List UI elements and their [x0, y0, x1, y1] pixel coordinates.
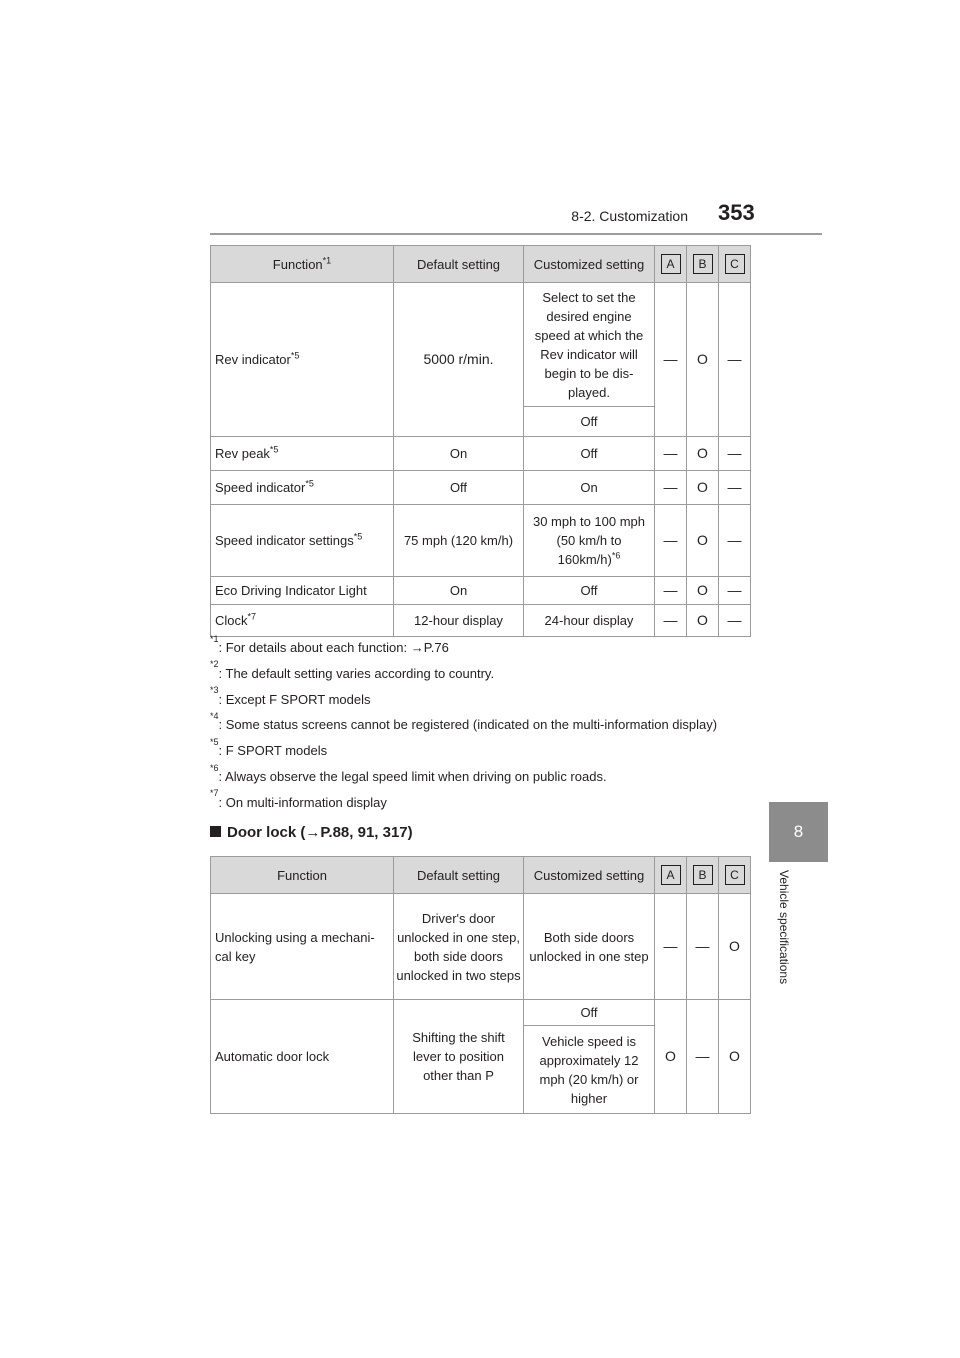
header-default: Default setting	[394, 857, 524, 894]
table-row	[211, 1000, 751, 1026]
square-bullet-icon	[210, 826, 221, 837]
customization-table-1	[210, 245, 751, 637]
table-header-row	[211, 857, 751, 894]
footnote: $^{*7}$: On multi-information display	[210, 788, 387, 810]
cell-default: 12-hour display	[394, 605, 524, 637]
letter-b-icon: B	[693, 254, 713, 274]
header-custom: Customized setting	[524, 857, 655, 894]
cell-default: Driver's door unlocked in one step, both side doors unlocked in two steps	[394, 894, 524, 1000]
letter-a-icon: A	[661, 254, 681, 274]
header-function: Function	[211, 857, 394, 894]
chapter-tab[interactable]	[769, 802, 828, 862]
door-lock-heading: Door lock (→P.88, 91, 317)	[210, 824, 413, 841]
cell-function: Rev peak$^{*5}$	[211, 437, 394, 471]
footnote: $^{*2}$: The default setting varies according to country.	[210, 659, 495, 681]
header-function: Function$^{*1}$	[211, 246, 394, 283]
header-custom: Customized setting	[524, 246, 655, 283]
footnote: $^{*5}$: F SPORT models	[210, 736, 328, 759]
table-row	[211, 894, 751, 1000]
cell-c: —	[719, 577, 751, 605]
cell-function: Automatic door lock	[211, 1000, 394, 1114]
cell-a: —	[655, 894, 687, 1000]
cell-a: —	[655, 437, 687, 471]
cell-b: O	[687, 437, 719, 471]
cell-a: —	[655, 283, 687, 437]
customization-table-2	[210, 856, 751, 1114]
cell-a: —	[655, 505, 687, 577]
cell-c: —	[719, 283, 751, 437]
cell-custom: On	[524, 471, 655, 505]
cell-b: O	[687, 505, 719, 577]
cell-custom: Both side doors unlocked in one step	[524, 894, 655, 1000]
cell-default: On	[394, 577, 524, 605]
header-b	[687, 857, 719, 894]
cell-custom: 24-hour display	[524, 605, 655, 637]
header-default: Default setting	[394, 246, 524, 283]
cell-a: —	[655, 577, 687, 605]
table-row	[211, 505, 751, 577]
chapter-side-label	[776, 870, 792, 1020]
cell-function: Rev indicator$^{*5}$	[211, 283, 394, 437]
cell-default: 75 mph (120 km/h)	[394, 505, 524, 577]
cell-custom: Off	[524, 1000, 655, 1026]
chapter-label: Vehicle specifications	[777, 870, 791, 985]
cell-custom: Off	[524, 577, 655, 605]
cell-b: O	[687, 283, 719, 437]
table-row	[211, 577, 751, 605]
header-a	[655, 246, 687, 283]
header-b	[687, 246, 719, 283]
cell-custom: Select to set the desired engine speed at which the Rev indicator will begin to be dis-played.	[524, 283, 655, 407]
header-c	[719, 246, 751, 283]
cell-b: O	[687, 471, 719, 505]
table-row	[211, 437, 751, 471]
cell-c: O	[719, 1000, 751, 1114]
cell-function: Clock$^{*7}$	[211, 605, 394, 637]
cell-custom: Vehicle speed is approximately 12 mph (20 km/h) or higher	[524, 1026, 655, 1114]
page-number: 353	[718, 200, 755, 225]
cell-a: —	[655, 471, 687, 505]
cell-b: O	[687, 577, 719, 605]
cell-c: —	[719, 471, 751, 505]
cell-default: Shifting the shift lever to position other than P	[394, 1000, 524, 1114]
cell-default: 5000 r/min.	[394, 283, 524, 437]
footnotes	[210, 633, 750, 821]
footnote: $^{*4}$: Some status screens cannot be registered (indicated on the multi-information display)	[210, 711, 718, 733]
header-a	[655, 857, 687, 894]
cell-function: Speed indicator settings$^{*5}$	[211, 505, 394, 577]
cell-c: —	[719, 437, 751, 471]
cell-default: On	[394, 437, 524, 471]
cell-custom: 30 mph to 100 mph (50 km/h to 160km/h)$^{*6}$	[524, 505, 655, 577]
table-row	[211, 471, 751, 505]
letter-a-icon: A	[661, 865, 681, 885]
section-title: 8-2. Customization	[571, 208, 688, 224]
cell-b: —	[687, 1000, 719, 1114]
cell-c: —	[719, 605, 751, 637]
cell-custom: Off	[524, 407, 655, 437]
footnote: $^{*3}$: Except F SPORT models	[210, 685, 371, 707]
chapter-number: 8	[793, 822, 804, 841]
footnote: $^{*6}$: Always observe the legal speed limit when driving on public roads.	[210, 762, 607, 784]
cell-function: Speed indicator$^{*5}$	[211, 471, 394, 505]
letter-b-icon: B	[693, 865, 713, 885]
cell-function: Eco Driving Indicator Light	[211, 577, 394, 605]
cell-b: O	[687, 605, 719, 637]
cell-c: —	[719, 505, 751, 577]
footnote: $^{*1}$: For details about each function: →P.76	[210, 633, 449, 655]
cell-a: —	[655, 605, 687, 637]
table-row	[211, 283, 751, 407]
header-rule	[210, 233, 822, 235]
letter-c-icon: C	[725, 865, 745, 885]
cell-default: Off	[394, 471, 524, 505]
cell-function: Unlocking using a mechani-cal key	[211, 894, 394, 1000]
header-c	[719, 857, 751, 894]
letter-c-icon: C	[725, 254, 745, 274]
table-row	[211, 605, 751, 637]
cell-a: O	[655, 1000, 687, 1114]
cell-custom: Off	[524, 437, 655, 471]
table-header-row	[211, 246, 751, 283]
cell-c: O	[719, 894, 751, 1000]
cell-b: —	[687, 894, 719, 1000]
